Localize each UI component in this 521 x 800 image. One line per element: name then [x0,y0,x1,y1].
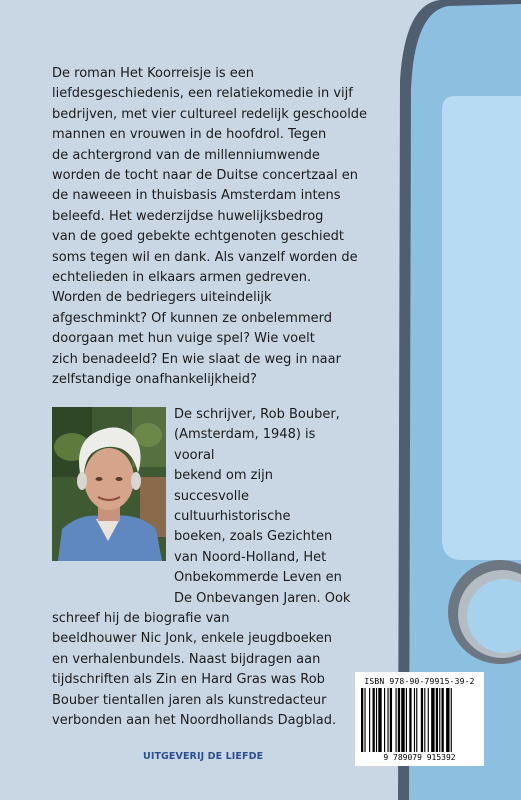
blurb-line: mannen en vrouwen in de hoofdrol. Tegen [52,127,327,143]
blurb-line: Worden de bedriegers uiteindelijk [52,290,272,306]
author-bio [52,405,352,732]
bio-line: tijdschriften als Zin en Hard Gras was Rob [52,672,325,688]
blurb-line: zich benadeeld? En wie slaat de weg in naar [52,351,341,367]
bio-line: boeken, zoals Gezichten [174,529,333,545]
bio-line: cultuurhistorische [174,509,291,525]
blurb-line: echtelieden in elkaars armen gedreven. [52,270,312,286]
blurb-line: de achtergrond van de millenniumwende [52,147,320,163]
blurb-line: bedrijven, met vier cultureel redelijk geschoolde [52,106,368,122]
isbn-barcode [355,672,484,766]
barcode-bars [361,688,478,752]
blurb-line: De roman Het Koorreisje is een [52,66,254,81]
blurb-line: liefdesgeschiedenis, een relatiekomedie in vijf [52,86,353,102]
bio-line: Onbekommerde Leven en [174,570,342,586]
blurb-line: beleefd. Het wederzijdse huwelijksbedrog [52,208,324,224]
blurb-line: de naweeen in thuisbasis Amsterdam intens [52,188,341,204]
blurb-line: afgeschminkt? Of kunnen ze onbelemmerd [52,310,332,326]
blurb-line: worden de tocht naar de Duitse concertzaal en [52,168,358,184]
isbn-label: ISBN 978-90-79915-39-2 [364,677,475,686]
bio-line: beeldhouwer Nic Jonk, enkele jeugdboeken [52,631,332,647]
bio-line: De schrijver, Rob Bouber, [174,407,340,422]
blurb-text [52,64,372,391]
bio-line: schreef hij de biografie van [52,611,230,627]
barcode-digits: 9 789079 915392 [383,753,456,762]
bio-line: De Onbevangen Jaren. Ook [174,590,351,606]
blurb-line: doorgaan met hun vuige spel? Wie voelt [52,331,315,347]
bio-line: en verhalenbundels. Naast bijdragen aan [52,651,321,667]
bio-line: van Noord-Holland, Het [174,549,327,565]
bio-line: (Amsterdam, 1948) is vooral [174,427,316,463]
publisher-name: UITGEVERIJ DE LIEFDE [143,751,264,762]
blurb-line: van de goed gebekte echtgenoten geschiedt [52,229,345,245]
blurb-line: zelfstandige onafhankelijkheid? [52,372,257,388]
bio-line: Bouber tientallen jaren als kunstredacteur [52,692,327,708]
blurb-line: soms tegen wil en dank. Als vanzelf worden de [52,249,358,265]
bio-line: verbonden aan het Noordhollands Dagblad. [52,713,337,729]
bio-line: bekend om zijn succesvolle [174,468,273,504]
